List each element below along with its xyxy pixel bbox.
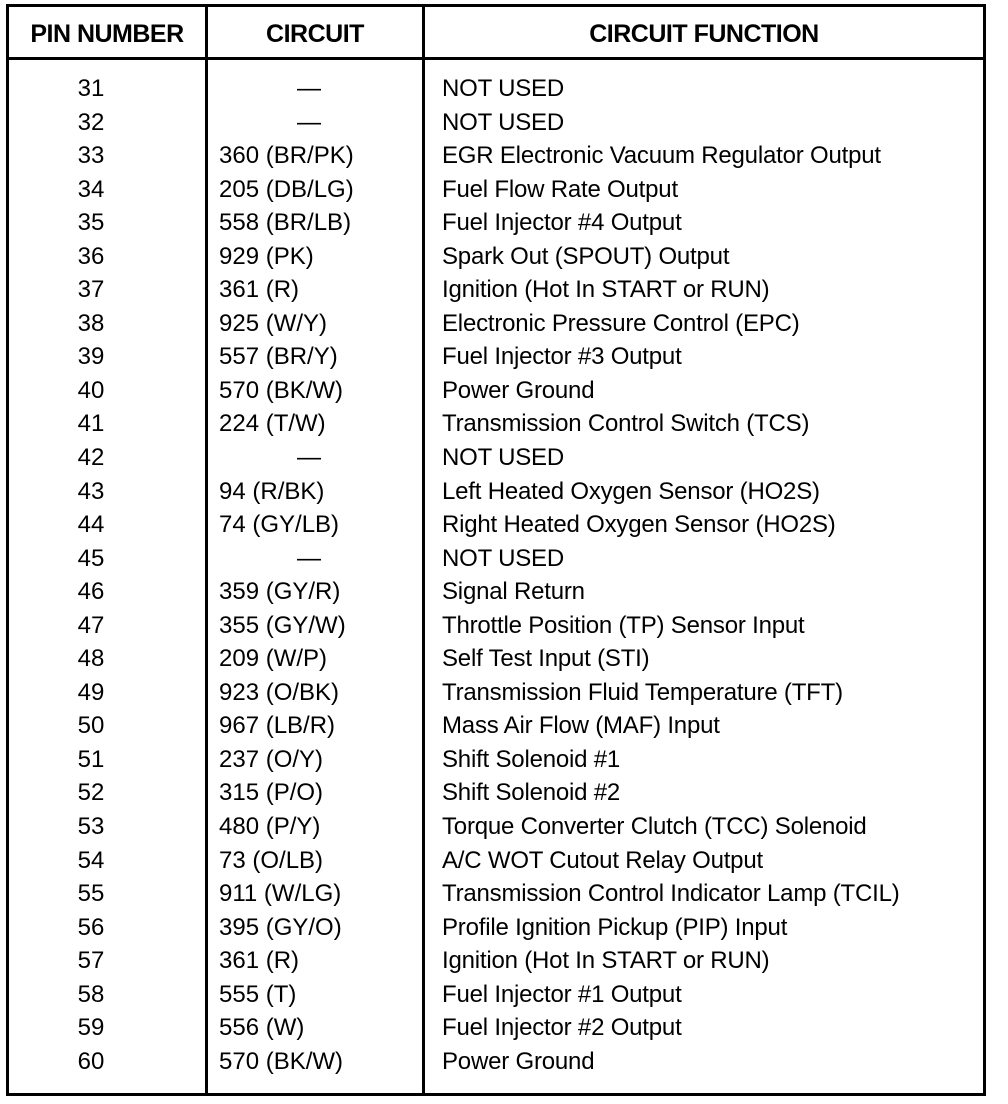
circuit-function-cell: NOT USED [442,544,564,572]
table-row [9,340,983,374]
table-row [9,776,983,810]
table-row [9,441,983,475]
table-row [9,407,983,441]
circuit-function-cell: Fuel Injector #4 Output [442,209,682,237]
circuit-function-cell: Fuel Flow Rate Output [442,175,678,203]
circuit-cell: 557 (BR/Y) [219,343,338,371]
table-row [9,911,983,945]
circuit-function-cell: Fuel Injector #3 Output [442,343,682,371]
header-circuit-function: CIRCUIT FUNCTION [589,20,819,48]
table-row [9,676,983,710]
circuit-cell: 94 (R/BK) [219,477,325,505]
pin-number-cell: 53 [77,813,105,841]
pin-number-cell: 35 [77,209,105,237]
table-body [9,72,983,1078]
table-row [9,1011,983,1045]
circuit-function-cell: NOT USED [442,75,564,102]
table-row [9,642,983,676]
table-row [9,139,983,173]
circuit-cell: 570 (BK/W) [219,1047,344,1075]
circuit-cell: 480 (P/Y) [219,813,321,841]
table-row [9,877,983,911]
pin-number-cell: 52 [77,779,105,807]
header-pin-number: PIN NUMBER [30,20,184,48]
circuit-cell: — [297,108,321,136]
header-divider [9,57,983,60]
circuit-function-cell: NOT USED [442,108,564,136]
pin-number-cell: 37 [77,276,105,304]
circuit-function-cell: Profile Ignition Pickup (PIP) Input [442,913,788,941]
pin-number-cell: 44 [77,511,105,539]
circuit-cell: 911 (W/LG) [219,880,342,908]
circuit-cell: 209 (W/P) [219,645,328,673]
pin-number-cell: 47 [77,611,105,639]
pin-number-cell: 54 [77,846,105,874]
circuit-cell: 73 (O/LB) [219,846,324,874]
table-row [9,743,983,777]
table-row [9,810,983,844]
table-row [9,709,983,743]
pin-number-cell: 41 [77,410,105,438]
pin-number-cell: 50 [77,712,105,740]
pin-number-cell: 60 [77,1047,105,1075]
pin-number-cell: 32 [77,108,105,136]
circuit-function-cell: NOT USED [442,444,564,472]
pin-number-cell: 34 [77,175,105,203]
pin-number-cell: 39 [77,343,105,371]
circuit-cell: 558 (BR/LB) [219,209,352,237]
table-row [9,944,983,978]
circuit-cell: 556 (W) [219,1014,305,1042]
pin-table [6,4,986,1096]
table-row [9,106,983,140]
table-row [9,72,983,106]
circuit-cell: 237 (O/Y) [219,745,324,773]
pin-number-cell: 55 [77,880,105,908]
circuit-function-cell: Electronic Pressure Control (EPC) [442,309,800,337]
pin-number-cell: 59 [77,1014,105,1042]
pin-number-cell: 45 [77,544,105,572]
circuit-function-cell: A/C WOT Cutout Relay Output [442,846,763,874]
circuit-function-cell: Ignition (Hot In START or RUN) [442,947,770,975]
circuit-cell: 361 (R) [219,947,300,975]
circuit-cell: 205 (DB/LG) [219,175,354,203]
circuit-cell: 361 (R) [219,276,300,304]
pin-number-cell: 49 [77,678,105,706]
circuit-cell: 923 (O/BK) [219,678,340,706]
pin-number-cell: 31 [77,75,105,102]
pin-number-cell: 40 [77,376,105,404]
pin-number-cell: 38 [77,309,105,337]
pin-number-cell: 56 [77,913,105,941]
circuit-function-cell: Right Heated Oxygen Sensor (HO2S) [442,511,836,539]
circuit-function-cell: Power Ground [442,376,595,404]
circuit-function-cell: Transmission Control Switch (TCS) [442,410,810,438]
circuit-cell: 315 (P/O) [219,779,324,807]
circuit-function-cell: Power Ground [442,1047,595,1075]
circuit-cell: 555 (T) [219,980,297,1008]
table-row [9,575,983,609]
circuit-cell: — [297,75,321,102]
circuit-cell: 570 (BK/W) [219,376,344,404]
table-row [9,240,983,274]
table-row [9,307,983,341]
pin-number-cell: 43 [77,477,105,505]
table-row [9,374,983,408]
circuit-cell: — [297,544,321,572]
circuit-function-cell: EGR Electronic Vacuum Regulator Output [442,142,881,170]
circuit-function-cell: Signal Return [442,578,585,606]
circuit-function-cell: Ignition (Hot In START or RUN) [442,276,770,304]
table-row [9,475,983,509]
table-row [9,609,983,643]
pin-number-cell: 48 [77,645,105,673]
table-row [9,844,983,878]
table-row [9,508,983,542]
circuit-function-cell: Transmission Control Indicator Lamp (TCIL) [442,880,900,908]
circuit-function-cell: Torque Converter Clutch (TCC) Solenoid [442,813,867,841]
circuit-function-cell: Throttle Position (TP) Sensor Input [442,611,805,639]
circuit-function-cell: Spark Out (SPOUT) Output [442,242,730,270]
table-row [9,978,983,1012]
pin-number-cell: 51 [77,745,105,773]
table-row [9,1045,983,1079]
circuit-function-cell: Left Heated Oxygen Sensor (HO2S) [442,477,820,505]
table-row [9,173,983,207]
header-circuit: CIRCUIT [266,20,364,48]
table-row [9,206,983,240]
circuit-function-cell: Mass Air Flow (MAF) Input [442,712,720,740]
table-row [9,542,983,576]
circuit-cell: 74 (GY/LB) [219,511,340,539]
circuit-function-cell: Self Test Input (STI) [442,645,650,673]
circuit-function-cell: Fuel Injector #2 Output [442,1014,682,1042]
pin-number-cell: 58 [77,980,105,1008]
circuit-cell: — [297,444,321,472]
circuit-cell: 355 (GY/W) [219,611,346,639]
circuit-function-cell: Shift Solenoid #1 [442,745,621,773]
circuit-function-cell: Fuel Injector #1 Output [442,980,682,1008]
circuit-cell: 360 (BR/PK) [219,142,354,170]
circuit-cell: 929 (PK) [219,242,314,270]
pin-number-cell: 46 [77,578,105,606]
pin-number-cell: 57 [77,947,105,975]
circuit-cell: 967 (LB/R) [219,712,336,740]
circuit-cell: 925 (W/Y) [219,309,328,337]
circuit-cell: 395 (GY/O) [219,913,342,941]
pin-number-cell: 42 [77,444,105,472]
circuit-cell: 359 (GY/R) [219,578,341,606]
circuit-function-cell: Shift Solenoid #2 [442,779,621,807]
circuit-function-cell: Transmission Fluid Temperature (TFT) [442,678,843,706]
table-row [9,273,983,307]
pin-number-cell: 36 [77,242,105,270]
circuit-cell: 224 (T/W) [219,410,326,438]
pin-number-cell: 33 [77,142,105,170]
